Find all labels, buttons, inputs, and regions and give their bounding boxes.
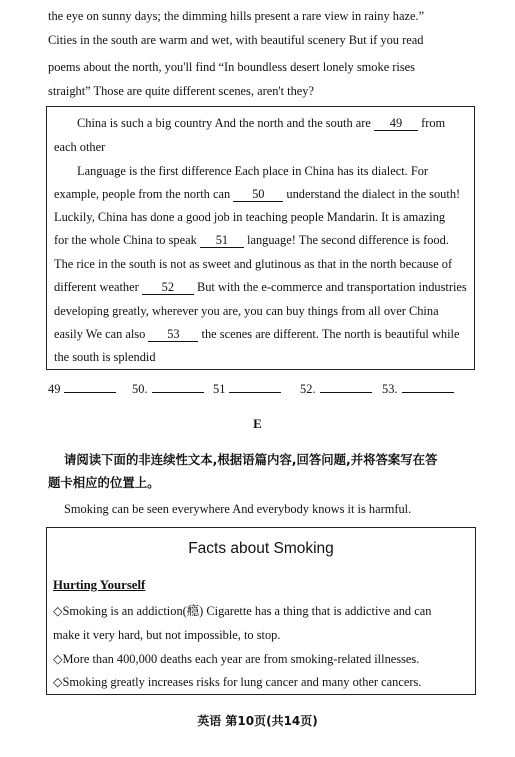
intro-line: poems about the north, you'll find “In boundless desert lonely smoke rises: [48, 60, 416, 74]
facts-heading: Hurting Yourself: [53, 578, 146, 592]
cloze-line: each other: [54, 140, 106, 154]
blank-51[interactable]: 51: [200, 234, 244, 248]
facts-box: [46, 527, 476, 695]
answer-blank-50[interactable]: 50.: [132, 380, 204, 397]
answer-blank-49[interactable]: 49: [48, 380, 116, 397]
answer-blank-53[interactable]: 53.: [382, 380, 454, 397]
blank-50[interactable]: 50: [233, 188, 283, 202]
facts-title: Facts about Smoking: [188, 540, 334, 557]
instruction-line: 请阅读下面的非连续性文本,根据语篇内容,回答问题,并将答案写在答: [64, 452, 438, 467]
cloze-line: The rice in the south is not as sweet and glutinous as that in the north because of: [54, 257, 453, 271]
blank-53[interactable]: 53: [148, 328, 198, 342]
section-letter: E: [253, 416, 262, 431]
cloze-line: for the whole China to speak 51 language! The second difference is food.: [54, 233, 449, 247]
cloze-line: developing greatly, wherever you are, you can buy things from all over China: [54, 304, 439, 318]
instruction-line: 题卡相应的位置上。: [48, 475, 160, 490]
facts-item: ◇Smoking is an addiction(瘾) Cigarette has a thing that is addictive and can: [53, 604, 432, 618]
cloze-line: easily We can also 53 the scenes are different. The north is beautiful while: [54, 327, 460, 341]
cloze-line: Luckily, China has done a good job in teaching people Mandarin. It is amazing: [54, 210, 446, 224]
intro-line: the eye on sunny days; the dimming hills present a rare view in rainy haze.”: [48, 9, 425, 23]
cloze-line: example, people from the north can 50 understand the dialect in the south!: [54, 187, 461, 201]
smoking-intro: Smoking can be seen everywhere And everybody knows it is harmful.: [64, 502, 412, 516]
answer-blank-52[interactable]: 52.: [300, 380, 372, 397]
facts-item: make it very hard, but not impossible, to stop.: [53, 628, 281, 642]
blank-49[interactable]: 49: [374, 117, 418, 131]
intro-line: Cities in the south are warm and wet, with beautiful scenery But if you read: [48, 33, 424, 47]
cloze-line: Language is the first difference Each place in China has its dialect. For: [77, 164, 429, 178]
facts-item: ◇Smoking greatly increases risks for lung cancer and many other cancers.: [53, 675, 422, 689]
cloze-line: different weather 52 But with the e-commerce and transportation industries: [54, 280, 467, 294]
answer-blank-51[interactable]: 51: [213, 380, 281, 397]
cloze-line: the south is splendid: [54, 350, 156, 364]
cloze-line: China is such a big country And the north and the south are 49 from: [77, 116, 446, 130]
cloze-passage-box: [46, 106, 475, 370]
facts-item: ◇More than 400,000 deaths each year are from smoking-related illnesses.: [53, 652, 420, 666]
blank-52[interactable]: 52: [142, 281, 194, 295]
intro-line: straight” Those are quite different scenes, aren't they?: [48, 84, 314, 98]
page-footer: 英语 第10页(共14页): [197, 714, 318, 728]
